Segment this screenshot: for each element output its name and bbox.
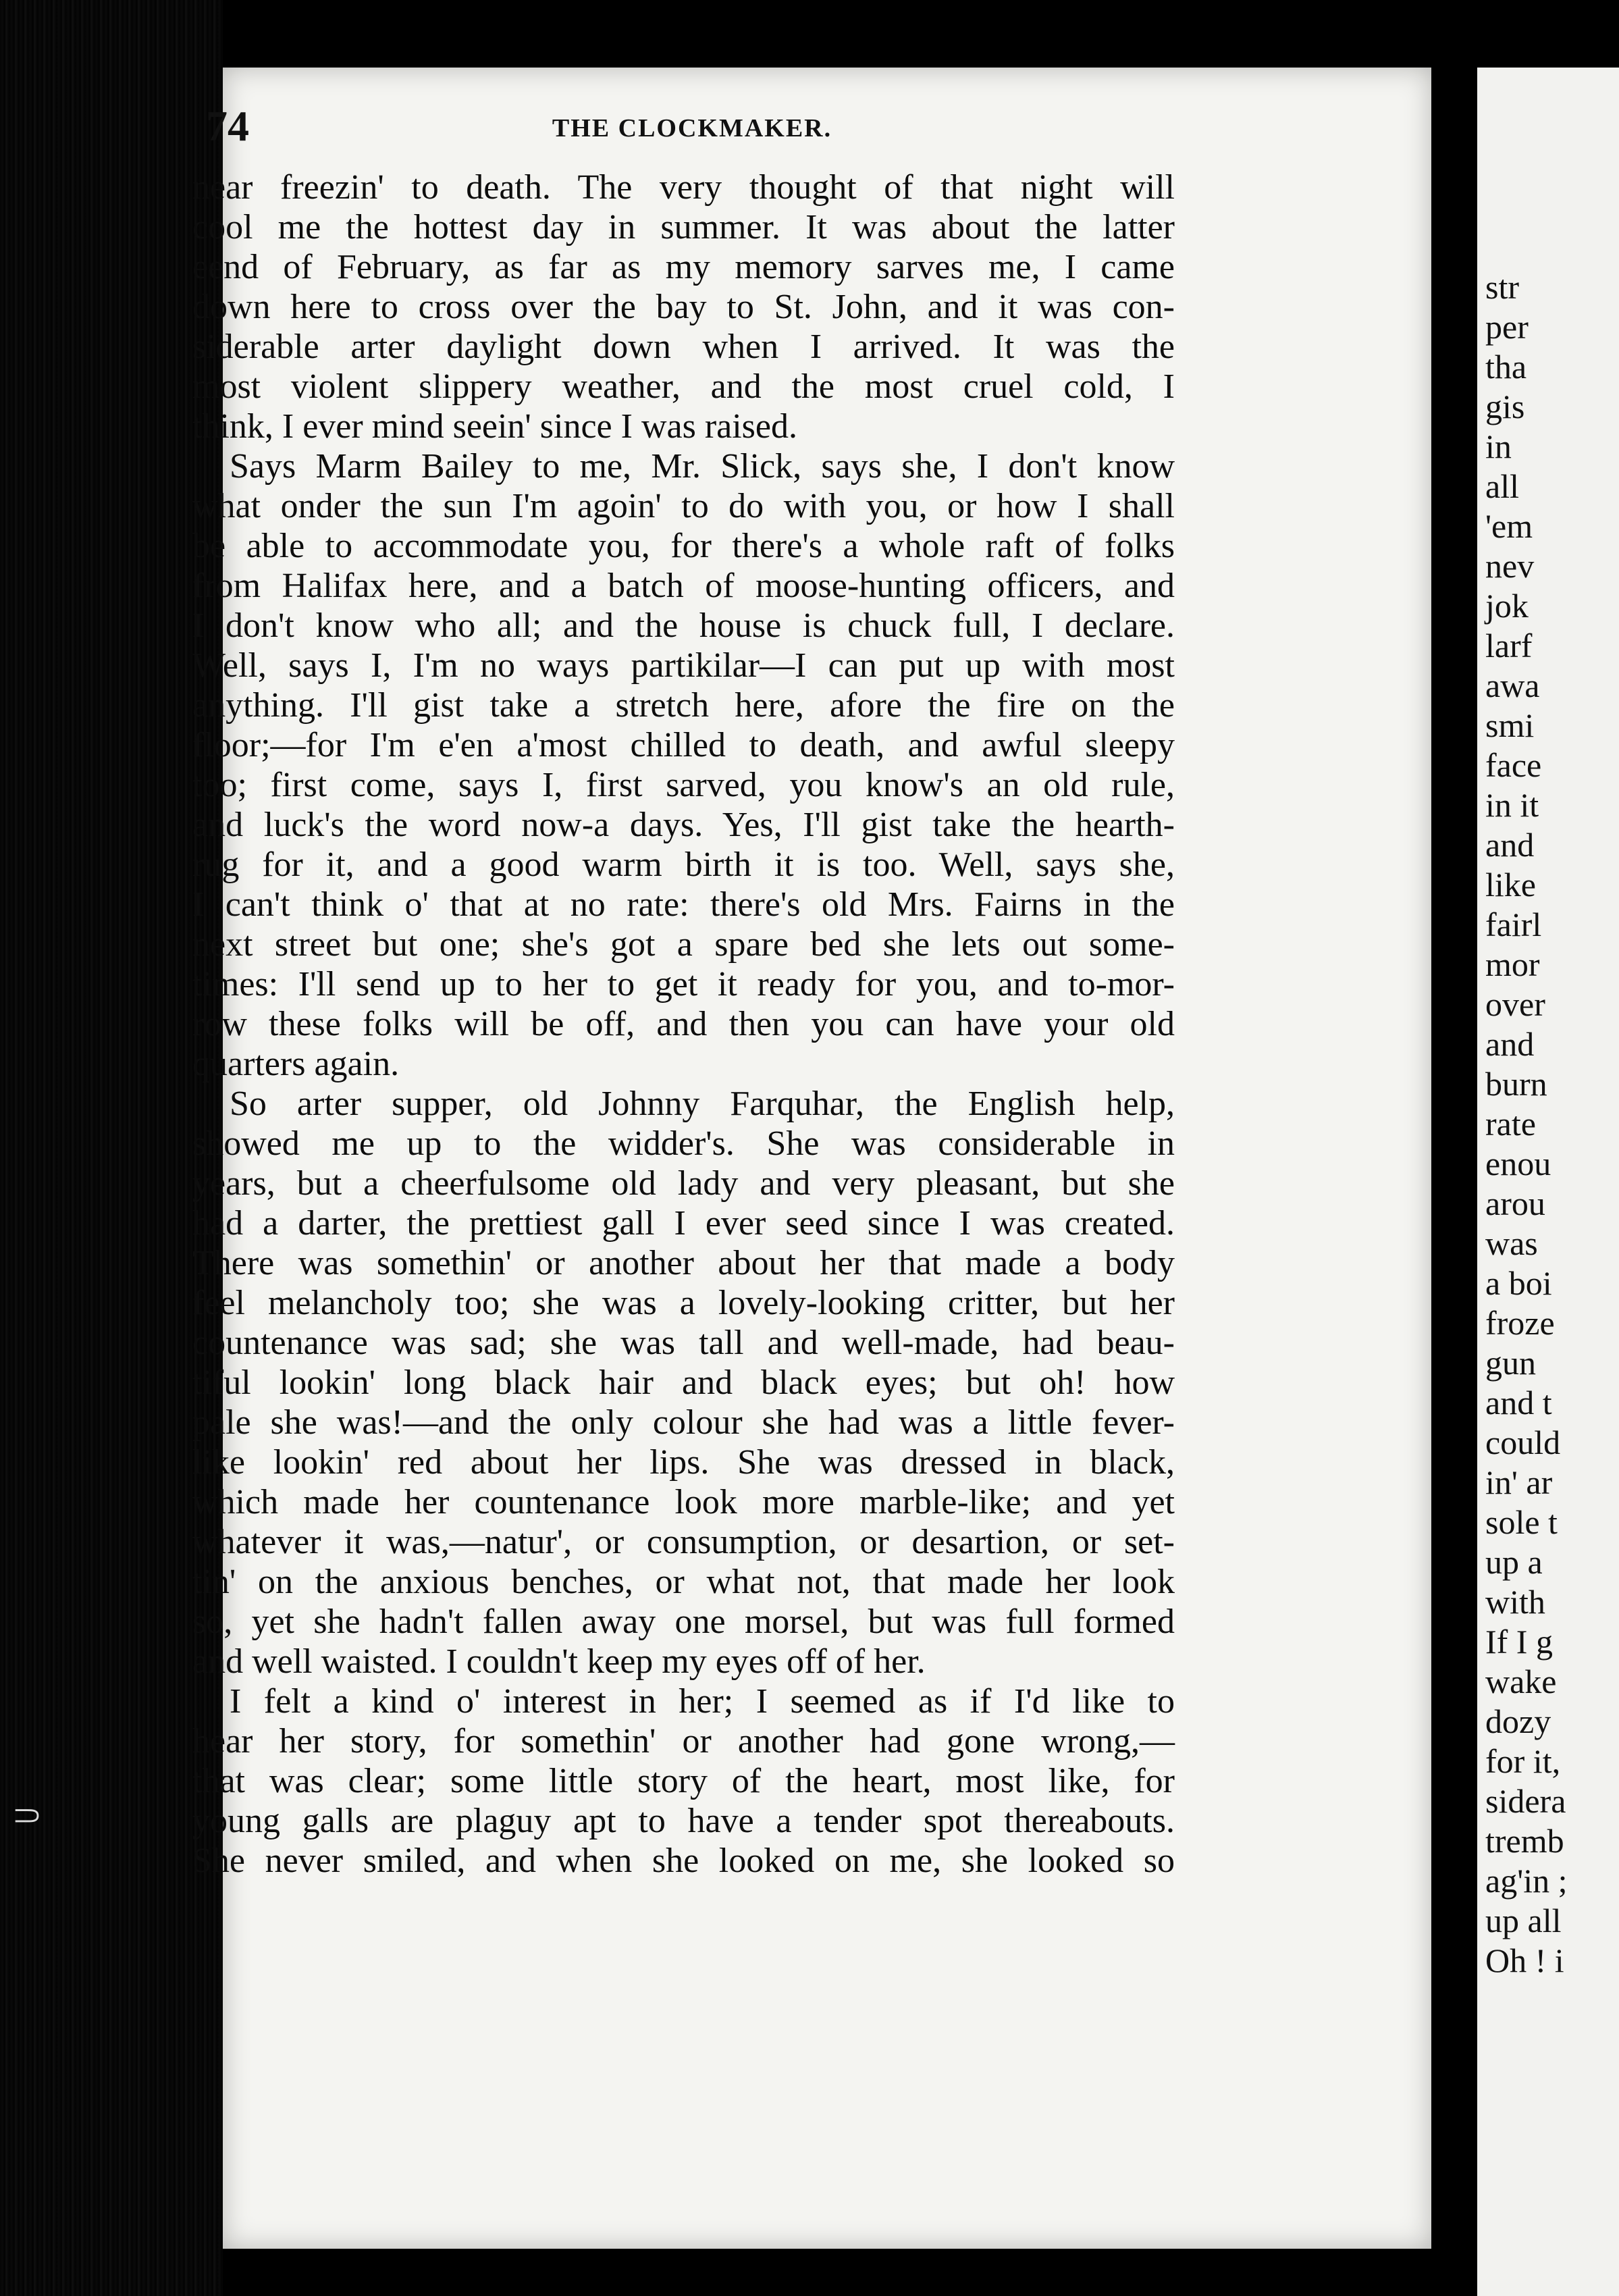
text-line: whatever it was,—natur', or consumption, or desartion, or set- (192, 1523, 1175, 1561)
right-page-fragment: awa (1485, 667, 1540, 704)
text-line: like lookin' red about her lips. She was dressed in black, (192, 1443, 1175, 1482)
text-line: siderable arter daylight down when I arrived. It was the (192, 328, 1175, 366)
right-page-fragment: smi (1485, 706, 1535, 744)
right-page-fragment: in (1485, 427, 1512, 465)
right-page-fragment: could (1485, 1424, 1561, 1461)
text-line: So arter supper, old Johnny Farquhar, the English help, (230, 1085, 1175, 1123)
text-line: that was clear; some little story of the heart, most like, for (192, 1762, 1175, 1800)
right-page-fragment: mor (1485, 945, 1540, 983)
right-page-edge (1477, 68, 1619, 2296)
right-page-fragment: a boi (1485, 1264, 1552, 1302)
right-page-fragments (1485, 267, 1567, 1981)
text-line: young galls are plaguy apt to have a tender spot thereabouts. (192, 1802, 1175, 1840)
right-page-fragment: and (1485, 826, 1535, 864)
text-line: be able to accommodate you, for there's a whole raft of folks (192, 527, 1175, 565)
right-page-fragment: jok (1485, 587, 1529, 625)
right-page-fragment: over (1485, 985, 1545, 1023)
right-page-fragment: larf (1485, 627, 1533, 664)
right-page-fragment: wake (1485, 1663, 1557, 1700)
text-line: had a darter, the prettiest gall I ever seed since I was created. (192, 1204, 1175, 1243)
right-page-fragment: enou (1485, 1145, 1551, 1182)
right-page-fragment: face (1485, 746, 1542, 784)
right-page-fragment: 'em (1485, 507, 1533, 545)
text-line: hear her story, for somethin' or another had gone wrong,— (192, 1722, 1175, 1760)
text-line: what onder the sun I'm agoin' to do with you, or how I shall (192, 487, 1175, 525)
text-line: tiful lookin' long black hair and black eyes; but oh! how (192, 1363, 1175, 1402)
right-page-fragment: and (1485, 1025, 1535, 1063)
binding-stain-mark: ⸧ (7, 1793, 47, 1840)
right-page-fragment: tremb (1485, 1822, 1564, 1860)
right-page-fragment: sidera (1485, 1782, 1566, 1820)
right-page-fragment: dozy (1485, 1702, 1551, 1740)
right-page-fragment: in it (1485, 786, 1539, 824)
text-line: near freezin' to death. The very thought of that night will (192, 168, 1175, 207)
text-line: I don't know who all; and the house is chuck full, I declare. (192, 606, 1175, 645)
right-page-fragment: for it, (1485, 1742, 1561, 1780)
right-page-fragment: with (1485, 1583, 1545, 1621)
page-gutter (1458, 81, 1477, 2296)
text-line: eend of February, as far as my memory sarves me, I came (192, 248, 1175, 286)
text-line: quarters again. (192, 1045, 400, 1083)
text-line: cool me the hottest day in summer. It was about the latter (192, 208, 1175, 246)
body-text (192, 167, 1175, 1881)
right-page-fragment: froze (1485, 1304, 1555, 1342)
right-page-fragment: and t (1485, 1384, 1552, 1421)
text-line: so, yet she hadn't fallen away one morsel, but was full formed (192, 1602, 1175, 1641)
text-line: anything. I'll gist take a stretch here, afore the fire on the (192, 686, 1175, 725)
text-line: times: I'll send up to her to get it ready for you, and to-mor- (192, 965, 1175, 1003)
text-line: I felt a kind o' interest in her; I seemed as if I'd like to (230, 1682, 1175, 1721)
running-head: THE CLOCKMAKER. (552, 114, 832, 142)
page-number: 74 (206, 102, 249, 150)
text-line: think, I ever mind seein' since I was raised. (192, 407, 797, 446)
right-page-fragment: ag'in ; (1485, 1862, 1568, 1900)
text-line: rug for it, and a good warm birth it is too. Well, says she, (192, 845, 1175, 884)
text-line: years, but a cheerfulsome old lady and very pleasant, but she (192, 1164, 1175, 1203)
page-header (206, 101, 1178, 162)
text-line: floor;—for I'm e'en a'most chilled to death, and awful sleepy (192, 726, 1175, 764)
text-line: and luck's the word now-a days. Yes, I'll gist take the hearth- (192, 806, 1175, 844)
text-line: most violent slippery weather, and the most cruel cold, I (192, 367, 1175, 406)
text-line: I can't think o' that at no rate: there's old Mrs. Fairns in the (192, 885, 1175, 924)
right-page-fragment: gis (1485, 388, 1525, 425)
text-line: from Halifax here, and a batch of moose-hunting officers, and (192, 567, 1175, 605)
right-page-fragment: fairl (1485, 906, 1542, 943)
right-page-fragment: tha (1485, 348, 1527, 386)
text-line: down here to cross over the bay to St. John, and it was con- (192, 288, 1175, 326)
right-page-fragment: up a (1485, 1543, 1543, 1581)
right-page-fragment: burn (1485, 1065, 1547, 1103)
text-line: tin' on the anxious benches, or what not, that made her look (192, 1563, 1175, 1601)
text-line: She never smiled, and when she looked on me, she looked so (192, 1842, 1175, 1880)
right-page-fragment: str (1485, 268, 1519, 306)
text-line: Says Marm Bailey to me, Mr. Slick, says she, I don't know (230, 447, 1175, 486)
right-page-fragment: sole t (1485, 1503, 1558, 1541)
right-page-fragment: was (1485, 1224, 1538, 1262)
right-page-fragment: up all (1485, 1902, 1562, 1939)
text-line: which made her countenance look more marble-like; and yet (192, 1483, 1175, 1521)
text-line: row these folks will be off, and then you can have your old (192, 1005, 1175, 1043)
right-page-fragment: If I g (1485, 1623, 1553, 1661)
text-line: pale she was!—and the only colour she had was a little fever- (192, 1403, 1175, 1442)
text-line: countenance was sad; she was tall and well-made, had beau- (192, 1324, 1175, 1362)
text-line: Well, says I, I'm no ways partikilar—I can put up with most (192, 646, 1175, 685)
binding-edge (0, 0, 223, 2296)
right-page-fragment: per (1485, 308, 1529, 346)
right-page-fragment: Oh ! i (1485, 1941, 1564, 1979)
right-page-fragment: rate (1485, 1105, 1536, 1143)
right-page-fragment: nev (1485, 547, 1535, 585)
right-page-fragment: arou (1485, 1184, 1545, 1222)
text-line: and well waisted. I couldn't keep my eyes off of her. (192, 1642, 926, 1681)
text-line: feel melancholy too; she was a lovely-looking critter, but her (192, 1284, 1175, 1322)
right-page-fragment: all (1485, 467, 1519, 505)
right-page-fragment: in' ar (1485, 1463, 1553, 1501)
right-page-fragment: gun (1485, 1344, 1536, 1382)
text-line: There was somethin' or another about her that made a body (192, 1244, 1175, 1282)
right-page-fragment: like (1485, 866, 1536, 904)
text-line: showed me up to the widder's. She was considerable in (192, 1124, 1175, 1163)
text-line: next street but one; she's got a spare bed she lets out some- (192, 925, 1175, 964)
text-line: too; first come, says I, first sarved, you know's an old rule, (192, 766, 1175, 804)
